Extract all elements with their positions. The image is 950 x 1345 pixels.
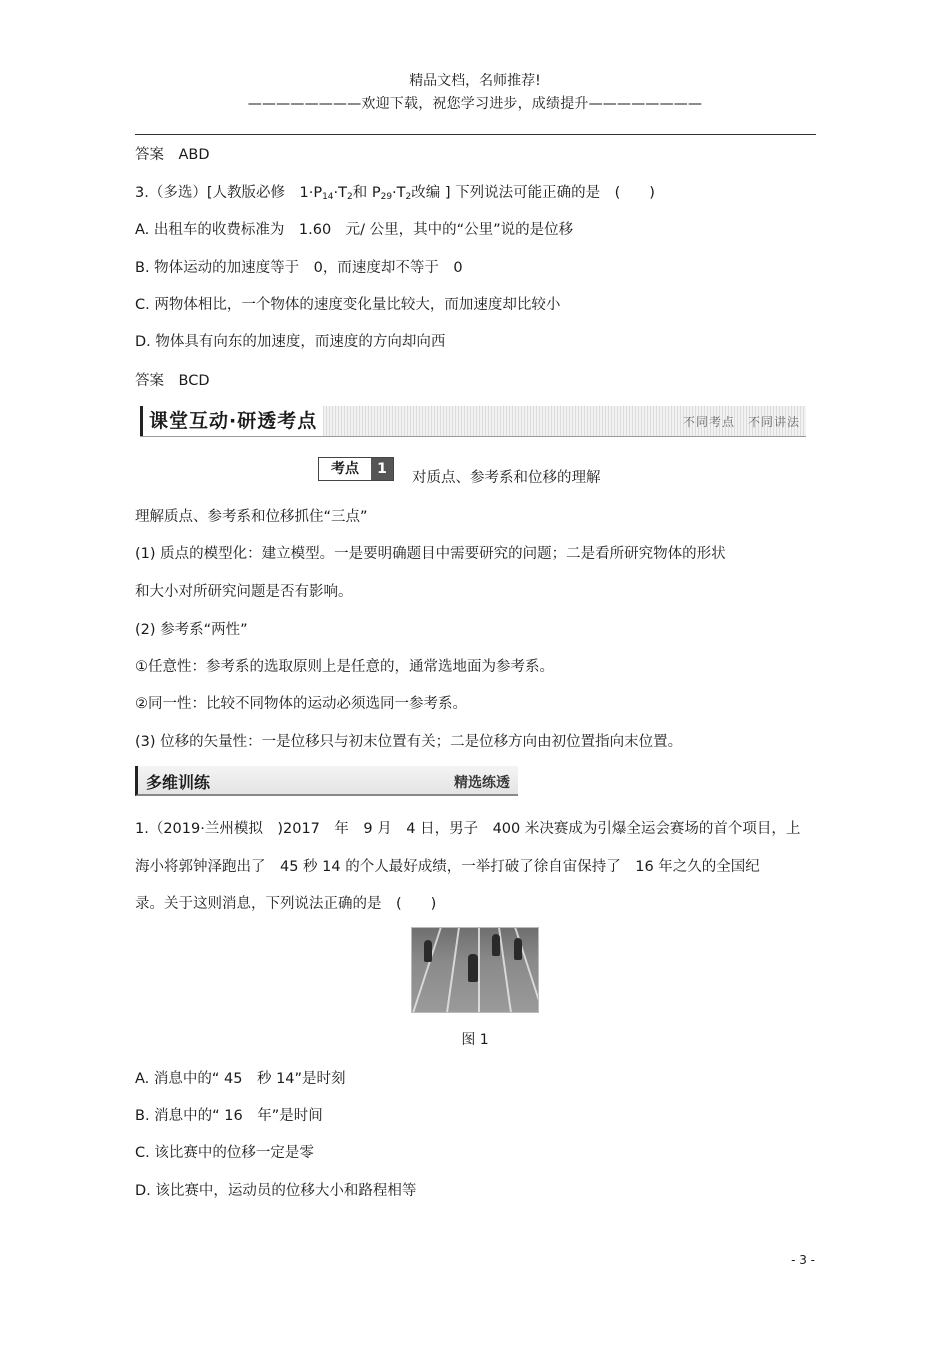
track-lane-line <box>446 928 460 1012</box>
header-title: 精品文档，名师推荐! <box>409 73 541 89</box>
q3-option-c: C. 两物体相比，一个物体的速度变化量比较大，而加速度却比较小 <box>135 297 561 313</box>
body-paragraph: (2) 参考系“两性” <box>135 622 248 638</box>
question-1-line: 录。关于这则消息，下列说法正确的是 ( ) <box>135 896 437 912</box>
runner-figure <box>514 938 522 960</box>
body-paragraph: 和大小对所研究问题是否有影响。 <box>135 584 353 600</box>
answer-label: 答案 BCD <box>135 373 210 389</box>
practice-banner-subtitle: 精选练透 <box>454 775 510 791</box>
q1-option-c: C. 该比赛中的位移一定是零 <box>135 1145 314 1161</box>
section-banner-title: 课堂互动·研透考点 <box>140 406 323 436</box>
question-1-line: 海小将郭钟泽跑出了 45 秒 14 的个人最好成绩，一举打破了徐自宙保持了 16 年之久的全国纪 <box>135 859 760 875</box>
kaodian-number: 1 <box>371 458 393 480</box>
q3-subscript: 29 <box>380 192 393 202</box>
race-photo <box>411 927 539 1013</box>
kaodian-badge <box>318 457 394 481</box>
body-paragraph: (1) 质点的模型化：建立模型。一是要明确题目中需要研究的问题；二是看所研究物体的形状 <box>135 546 726 562</box>
body-paragraph: 理解质点、参考系和位移抓住“三点” <box>135 509 368 525</box>
q3-subscript: 2 <box>347 192 353 202</box>
body-paragraph: ②同一性：比较不同物体的运动必须选同一参考系。 <box>135 696 467 712</box>
body-paragraph: ①任意性：参考系的选取原则上是任意的，通常选地面为参考系。 <box>135 659 554 675</box>
q3-stem-text: 和 P <box>352 185 381 201</box>
q3-option-b: B. 物体运动的加速度等于 0，而速度却不等于 0 <box>135 260 463 276</box>
header-subtitle: ————————欢迎下载，祝您学习进步，成绩提升———————— <box>247 96 703 112</box>
q1-option-b: B. 消息中的“ 16 年”是时间 <box>135 1108 323 1124</box>
q3-stem-text: ·T <box>392 185 406 201</box>
track-lane-line <box>478 928 480 1012</box>
runner-figure <box>492 934 500 956</box>
question-1-line: 1.（2019·兰州模拟 )2017 年 9 月 4 日，男子 400 米决赛成为引爆全运会赛场的首个项目，上 <box>135 821 801 837</box>
page-number: - 3 - <box>791 1253 815 1267</box>
section-banner <box>140 406 806 437</box>
q1-option-a: A. 消息中的“ 45 秒 14”是时刻 <box>135 1071 346 1087</box>
figure-caption: 图 1 <box>461 1032 489 1048</box>
header-divider <box>135 134 816 135</box>
q3-stem-text: 3.（多选）[人教版必修 1·P <box>135 185 323 201</box>
body-paragraph: (3) 位移的矢量性：一是位移只与初末位置有关；二是位移方向由初位置指向末位置。 <box>135 734 683 750</box>
q3-subscript: 14 <box>322 192 334 202</box>
practice-banner-title: 多维训练 <box>146 773 211 792</box>
q3-stem-text: ·T <box>333 185 347 201</box>
section-banner-subtitle: 不同考点 不同讲法 <box>682 415 800 429</box>
track-lane-line <box>498 928 512 1012</box>
runner-figure <box>468 954 478 982</box>
q3-stem-text: 改编 ] 下列说法可能正确的是 ( ) <box>411 185 655 201</box>
question-3-stem <box>135 181 655 202</box>
kaodian-label: 考点 <box>319 458 371 480</box>
runner-figure <box>424 940 432 962</box>
q3-option-d: D. 物体具有向东的加速度，而速度的方向却向西 <box>135 334 446 350</box>
q3-subscript: 2 <box>405 192 412 202</box>
q1-option-d: D. 该比赛中，运动员的位移大小和路程相等 <box>135 1183 417 1199</box>
answer-label: 答案 ABD <box>135 147 210 163</box>
q3-option-a: A. 出租车的收费标准为 1.60 元/ 公里，其中的“公里”说的是位移 <box>135 222 574 238</box>
practice-banner <box>135 766 518 796</box>
kaodian-title: 对质点、参考系和位移的理解 <box>412 470 601 486</box>
